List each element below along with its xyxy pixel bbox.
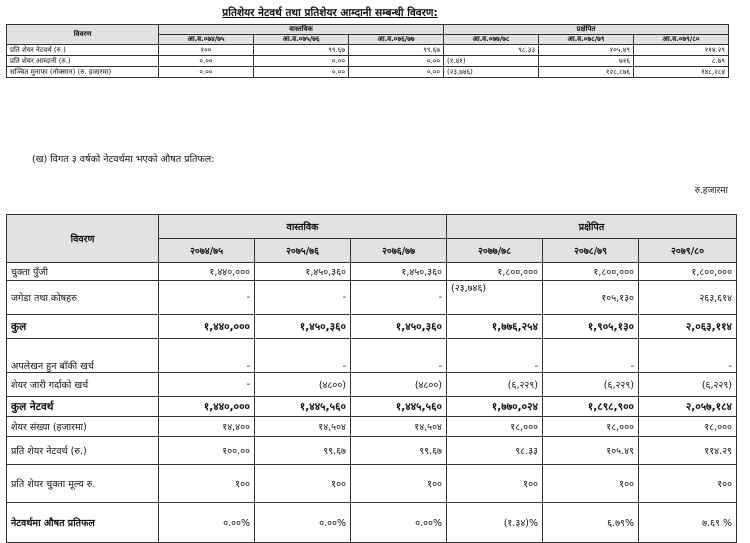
table-row — [7, 465, 737, 503]
cell: १४,४०० — [159, 417, 255, 437]
row-label: प्रति शेयर चुक्ता मूल्य रु. — [7, 465, 159, 503]
cell: ०.०० — [254, 56, 349, 67]
cell: १,९०५,१३० — [543, 315, 639, 339]
total-row — [7, 315, 737, 339]
cell: १८,००० — [639, 417, 737, 437]
row-label: कुल — [7, 315, 159, 339]
cell: १,४४५,५६० — [255, 397, 351, 417]
cell: १,४५०,३६० — [351, 263, 447, 281]
cell: १००.०० — [159, 437, 255, 465]
cell: ९९.६७ — [254, 45, 349, 56]
cell: - — [159, 281, 255, 315]
cell: १०० — [255, 465, 351, 503]
cell: १०५.४९ — [543, 437, 639, 465]
row-label: प्रति शेयर आम्दानी (रु.) — [7, 56, 159, 67]
cell: ७१६ — [539, 56, 634, 67]
row-label: शेयर जारी गर्दाको खर्च — [7, 373, 159, 397]
row-label: अपलेखन हुन बाँकी खर्च — [7, 339, 159, 373]
table-row — [7, 45, 729, 56]
cell: - — [255, 339, 351, 373]
cell: १,४४०,००० — [159, 315, 255, 339]
cell: १८,००० — [447, 417, 543, 437]
cell: ८.७९ — [634, 56, 729, 67]
cell: १८,००० — [543, 417, 639, 437]
cell: (१.३४)% — [447, 503, 543, 543]
year-header: २०७८/७९ — [543, 239, 639, 263]
table-row — [7, 56, 729, 67]
cell: १,४५०,३६० — [255, 263, 351, 281]
table-row — [7, 67, 729, 78]
table-row — [7, 339, 737, 373]
cell: १४८,२८४ — [634, 67, 729, 78]
table-row — [7, 263, 737, 281]
year-header: २०७४/७५ — [159, 239, 255, 263]
cell: १,७७६,२५४ — [447, 315, 543, 339]
row-label: जगेडा तथा कोषहरु — [7, 281, 159, 315]
table-row — [7, 437, 737, 465]
cell: २६३,६१४ — [639, 281, 737, 315]
row-label: सञ्चित मुनाफा (नोक्सान) (रु. हजारमा) — [7, 67, 159, 78]
cell: २,०५७,१८४ — [639, 397, 737, 417]
cell: २,०६३,११४ — [639, 315, 737, 339]
cell: - — [255, 281, 351, 315]
cell: ०.००% — [351, 503, 447, 543]
top-table-title: प्रतिशेयर नेटवर्थ तथा प्रतिशेयर आम्दानी सम्बन्धी विवरण: — [222, 7, 438, 19]
cell: - — [639, 339, 737, 373]
cell: १,८००,००० — [639, 263, 737, 281]
cell: १०० — [639, 465, 737, 503]
year-header: आ.व.०७७/७८ — [444, 35, 539, 45]
cell: - — [351, 281, 447, 315]
cell: ९९.६७ — [255, 437, 351, 465]
cell: ०.००% — [255, 503, 351, 543]
cell: ९८.३३ — [447, 437, 543, 465]
cell: (१.४१) — [444, 56, 539, 67]
year-header: आ.व.०७६/७७ — [349, 35, 444, 45]
cell: ७.६९ % — [639, 503, 737, 543]
year-header: २०७७/७८ — [447, 239, 543, 263]
per-share-summary-table — [6, 24, 729, 78]
group-actual-header: वास्तविक — [159, 215, 447, 239]
year-header: आ.व.०७९/८० — [634, 35, 729, 45]
unit-note: रु.हजारमा — [694, 186, 728, 196]
cell: १२८,८७६ — [539, 67, 634, 78]
cell: (६,२२९) — [543, 373, 639, 397]
cell: १,४४५,५६० — [351, 397, 447, 417]
year-header: आ.व.०७४/७५ — [159, 35, 254, 45]
cell: (२३,७४६) — [444, 67, 539, 78]
label-header: विवरण — [7, 215, 159, 263]
cell: ०.०० — [349, 56, 444, 67]
total-networth-row — [7, 397, 737, 417]
row-label: प्रति शेयर नेटवर्थ (रु.) — [7, 437, 159, 465]
cell: ११४.२९ — [634, 45, 729, 56]
cell: १४,५०४ — [255, 417, 351, 437]
group-actual-header: वास्तविक — [159, 25, 444, 35]
cell: - — [159, 373, 255, 397]
year-header: २०७९/८० — [639, 239, 737, 263]
cell: ६.७९% — [543, 503, 639, 543]
row-label: शेयर संख्या (हजारमा) — [7, 417, 159, 437]
row-label: चुक्ता पुँजी — [7, 263, 159, 281]
cell: १,७७०,०२४ — [447, 397, 543, 417]
cell: ९९.६७ — [349, 45, 444, 56]
row-label: प्रति शेयर नेटवर्थ (रु.) — [7, 45, 159, 56]
cell: १०५.४९ — [539, 45, 634, 56]
cell: १,८००,००० — [543, 263, 639, 281]
cell: १०० — [351, 465, 447, 503]
section-b-paragraph: (ख) विगत ३ वर्षको नेटवर्थमा भएको औषत प्रतिफल: — [32, 154, 215, 165]
cell: १,४४०,००० — [159, 397, 255, 417]
cell: (६,२२९) — [447, 373, 543, 397]
cell: १०५,१३० — [543, 281, 639, 315]
year-header: आ.व.०७८/७९ — [539, 35, 634, 45]
cell: १०० — [159, 465, 255, 503]
cell: (४८००) — [351, 373, 447, 397]
cell: १०० — [159, 45, 254, 56]
cell: १,८००,००० — [447, 263, 543, 281]
label-header: विवरण — [7, 25, 159, 45]
table-row — [7, 417, 737, 437]
year-header: २०७५/७६ — [255, 239, 351, 263]
cell: ९९.६७ — [351, 437, 447, 465]
networth-return-table — [6, 214, 737, 543]
table-row — [7, 373, 737, 397]
cell: ०.००% — [159, 503, 255, 543]
group-projected-header: प्रक्षेपित — [444, 25, 729, 35]
cell: ०.०० — [254, 67, 349, 78]
year-header: २०७६/७७ — [351, 239, 447, 263]
cell: - — [351, 339, 447, 373]
cell: (६,२२९) — [639, 373, 737, 397]
cell: १,४५०,३६० — [351, 315, 447, 339]
cell: १,४५०,३६० — [255, 315, 351, 339]
row-label: नेटवर्थमा औषत प्रतिफल — [7, 503, 159, 543]
cell: १०० — [447, 465, 543, 503]
cell: १,४४०,००० — [159, 263, 255, 281]
cell: ११४.२९ — [639, 437, 737, 465]
cell: (४८००) — [255, 373, 351, 397]
cell: ०.०० — [159, 67, 254, 78]
row-label: कुल नेटवर्थ — [7, 397, 159, 417]
cell: १४,५०४ — [351, 417, 447, 437]
cell: (२३,७४६) — [447, 281, 543, 315]
cell: १,८९८,९०० — [543, 397, 639, 417]
cell: ०.०० — [159, 56, 254, 67]
year-header: आ.व.०७५/७६ — [254, 35, 349, 45]
cell: - — [159, 339, 255, 373]
cell: - — [447, 339, 543, 373]
cell: ९८.३३ — [444, 45, 539, 56]
cell: १०० — [543, 465, 639, 503]
table-row — [7, 281, 737, 315]
group-projected-header: प्रक्षेपित — [447, 215, 737, 239]
cell: - — [543, 339, 639, 373]
cell: ०.०० — [349, 67, 444, 78]
